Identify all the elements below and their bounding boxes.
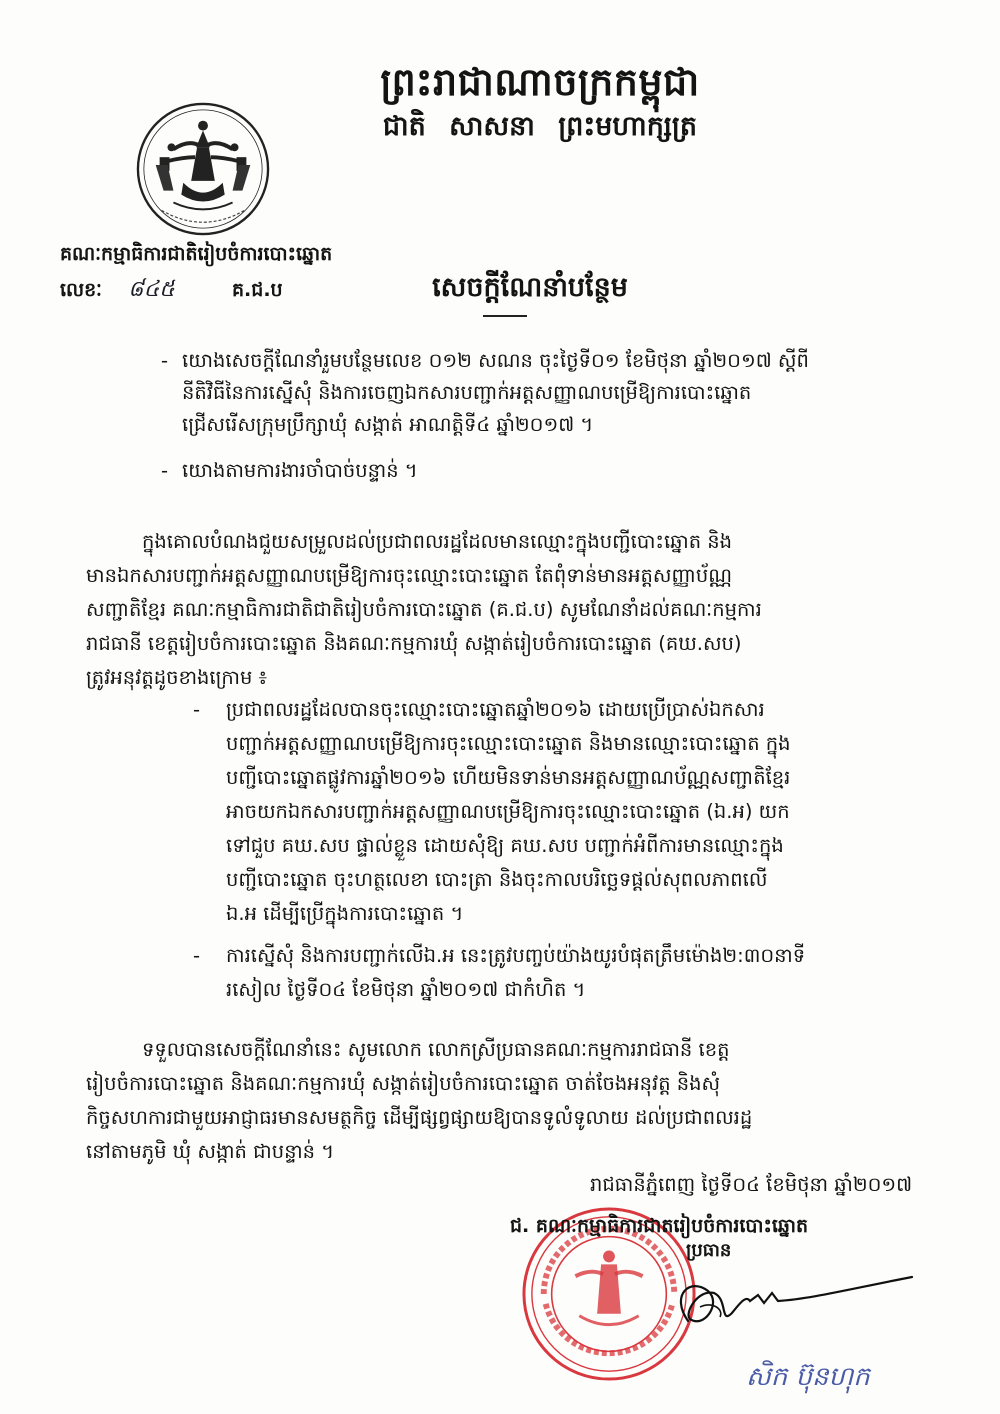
reference-1-line-2: នីតិវិធីនៃការស្នើសុំ និងការចេញឯកសារបញ្ជាក់អត្តសញ្ញាណបម្រើឱ្យការបោះឆ្នោត: [182, 381, 752, 404]
intro-line-2: មានឯកសារបញ្ជាក់អត្តសញ្ញាណបម្រើឱ្យការចុះឈ្មោះបោះឆ្នោត តែពុំទាន់មានអត្តសញ្ញាប័ណ្ណ: [86, 564, 733, 587]
instruction-1-line-3: បញ្ជីបោះឆ្នោតផ្លូវការឆ្នាំ២០១៦ ហើយមិនទាន់មានអត្តសញ្ញាណប័ណ្ណសញ្ជាតិខ្មែរ: [226, 766, 791, 789]
instruction-1-line-2: បញ្ជាក់អត្តសញ្ញាណបម្រើឱ្យការចុះឈ្មោះបោះឆ្នោត និងមានឈ្មោះបោះឆ្នោត ក្នុង: [226, 732, 791, 755]
issuing-committee: គណៈកម្មាធិការជាតិរៀបចំការបោះឆ្នោត: [60, 243, 333, 265]
signature-role: ប្រធាន: [686, 1240, 732, 1261]
reference-1-line-3: ជ្រើសរើសក្រុមប្រឹក្សាឃុំ សង្កាត់ អាណត្តិទី៤ ឆ្នាំ២០១៧ ។: [182, 413, 594, 436]
instruction-2-line-1: ការស្នើសុំ និងការបញ្ជាក់លើឯ.អ នេះត្រូវបញ្ចប់យ៉ាងយូរបំផុតត្រឹមម៉ោង២:៣០នាទី: [226, 944, 806, 967]
reference-2-line-1: យោងតាមការងារចាំបាច់បន្ទាន់ ។: [182, 459, 418, 482]
instruction-1-line-4: អាចយកឯកសារបញ្ជាក់អត្តសញ្ញាណបម្រើឱ្យការចុះឈ្មោះបោះឆ្នោត (ឯ.អ) យក: [226, 800, 790, 823]
instruction-1-line-7: ឯ.អ ដើម្បីប្រើក្នុងការបោះឆ្នោត ។: [226, 902, 464, 925]
intro-line-4: រាជធានី ខេត្តរៀបចំការបោះឆ្នោត និងគណៈកម្មការឃុំ សង្កាត់រៀបចំការបោះឆ្នោត (គឃ.សប): [86, 632, 742, 655]
reference-bullet-2: -: [161, 459, 169, 482]
instruction-1-line-5: ទៅជួប គឃ.សប ផ្ទាល់ខ្លួន ដោយសុំឱ្យ គឃ.សប បញ្ជាក់អំពីការមានឈ្មោះក្នុង: [226, 834, 784, 857]
instruction-bullet-1: -: [193, 698, 201, 721]
document-title: សេចក្តីណែនាំបន្ថែម: [432, 272, 628, 303]
national-motto: ជាតិ សាសនា ព្រះមហាក្សត្រ: [382, 111, 698, 142]
closing-line-2: រៀបចំការបោះឆ្នោត និងគណៈកម្មការឃុំ សង្កាត់រៀបចំការបោះឆ្នោត ចាត់ចែងអនុវត្ត និងសុំ: [86, 1072, 721, 1095]
intro-line-3: សញ្ជាតិខ្មែរ គណៈកម្មាធិការជាតិជាតិរៀបចំការបោះឆ្នោត (គ.ជ.ប) សូមណែនាំដល់គណៈកម្មការ: [86, 598, 762, 621]
handwritten-signature: [650, 1255, 920, 1365]
instruction-1-line-6: បញ្ជីបោះឆ្នោត ចុះហត្ថលេខា បោះត្រា និងចុះកាលបរិច្ឆេទផ្តល់សុពលភាពលើ: [226, 868, 768, 891]
closing-line-3: កិច្ចសហការជាមួយអាជ្ញាធរមានសមត្ថកិច្ច ដើម្បីផ្សព្វផ្សាយឱ្យបានទូលំទូលាយ ដល់ប្រជាពលរដ្ឋ: [86, 1106, 753, 1129]
committee-emblem-seal: [134, 100, 272, 238]
place-and-date: រាជធានីភ្នំពេញ ថ្ងៃទី០៤ ខែមិថុនា ឆ្នាំ២០១៧: [590, 1173, 913, 1196]
title-underline: [483, 315, 527, 317]
instruction-bullet-2: -: [193, 944, 201, 967]
reference-abbreviation: គ.ជ.ប: [232, 279, 283, 301]
intro-line-1: ក្នុងគោលបំណងជួយសម្រួលដល់ប្រជាពលរដ្ឋដែលមានឈ្មោះក្នុងបញ្ជីបោះឆ្នោត និង: [142, 530, 733, 553]
intro-line-5: ត្រូវអនុវត្តដូចខាងក្រោម ៖: [86, 666, 268, 689]
reference-label: លេខៈ: [60, 279, 102, 301]
closing-line-1: ទទួលបានសេចក្តីណែនាំនេះ សូមលោក លោកស្រីប្រធានគណៈកម្មការរាជធានី ខេត្ត: [142, 1038, 730, 1061]
reference-bullet-1: -: [161, 349, 169, 372]
closing-line-4: នៅតាមភូមិ ឃុំ សង្កាត់ ជាបន្ទាន់ ។: [86, 1140, 335, 1163]
signatory-name: សិក ប៊ុនហុក: [746, 1362, 870, 1392]
instruction-2-line-2: រសៀល ថ្ងៃទី០៤ ខែមិថុនា ឆ្នាំ២០១៧ ជាកំហិត ។: [226, 978, 586, 1001]
signature-organization: ជ. គណៈកម្មាធិការជាតរៀបចំការបោះឆ្នោត: [510, 1215, 809, 1237]
kingdom-heading: ព្រះរាជាណាចក្រកម្ពុជា: [380, 60, 700, 104]
reference-number-row: [60, 275, 283, 305]
instruction-1-line-1: ប្រជាពលរដ្ឋដែលបានចុះឈ្មោះបោះឆ្នោតឆ្នាំ២០១៦ ដោយប្រើប្រាស់ឯកសារ: [226, 698, 765, 721]
reference-1-line-1: យោងសេចក្តីណែនាំរួមបន្ថែមលេខ ០១២ សណន ចុះថ្ងៃទី០១ ខែមិថុនា ឆ្នាំ២០១៧ ស្តីពី: [182, 349, 809, 372]
reference-number: ៨៤៥: [128, 277, 175, 302]
